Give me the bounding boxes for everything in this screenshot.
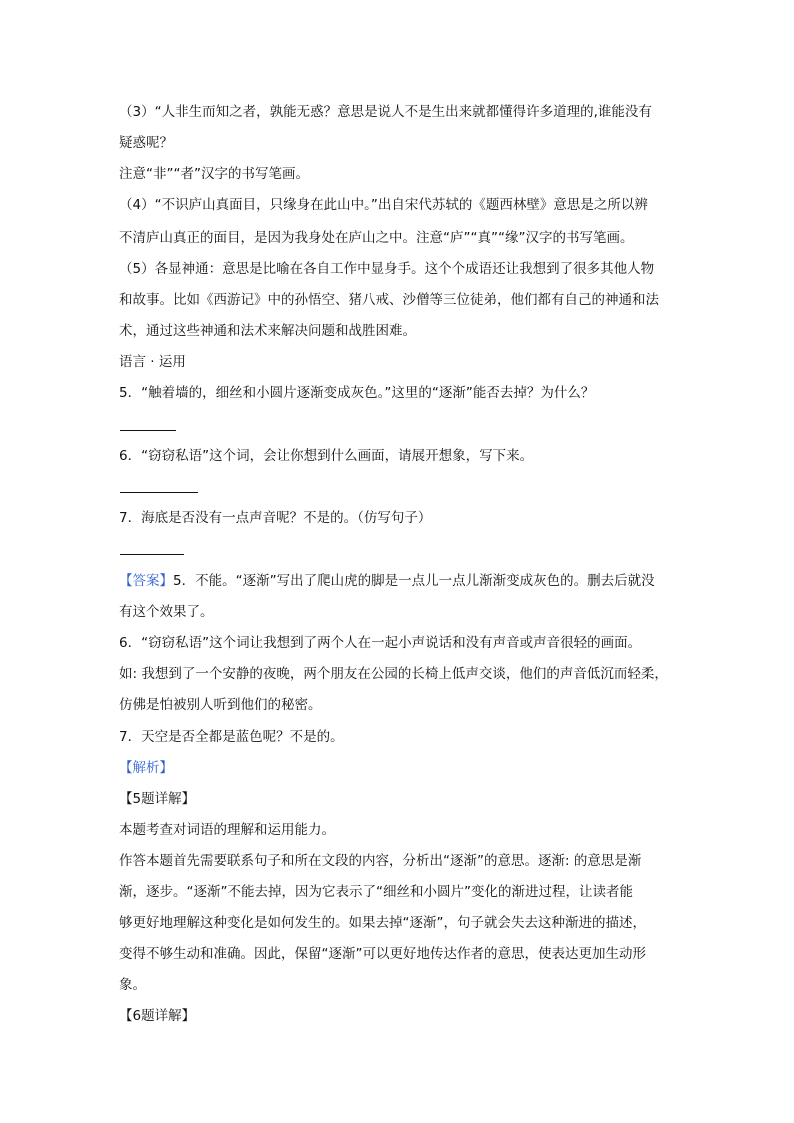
answer-blank-6 [120, 492, 198, 493]
paragraph-5-line-1: （5）各显神通：意思是比喻在各自工作中显身手。这个个成语还让我想到了很多其他人物 [119, 261, 655, 277]
question-7: 7．海底是否没有一点声音呢？不是的。（仿写句子） [119, 510, 432, 526]
answer-blank-7 [120, 554, 184, 555]
detail-5-heading: 【5题详解】 [119, 791, 196, 807]
question-6: 6．“窃窃私语”这个词，会让你想到什么画面，请展开想象，写下来。 [119, 448, 534, 464]
answer-7: 7．天空是否全都是蓝色呢？不是的。 [119, 729, 344, 745]
detail-5-line-4: 够更好地理解这种变化是如何发生的。如果去掉“逐渐”，句子就会失去这种渐进的描述， [119, 915, 646, 931]
detail-5-line-3: 渐，逐步。“逐渐”不能去掉，因为它表示了“细丝和小圆片”变化的渐进过程，让读者能 [119, 884, 633, 900]
paragraph-3-line-2: 疑惑呢？ [119, 135, 173, 151]
detail-5-line-6: 象。 [119, 977, 146, 993]
detail-5-line-1: 本题考查对词语的理解和运用能力。 [119, 822, 335, 838]
answer-5-line-1 [119, 571, 679, 591]
answer-blank-5 [120, 430, 176, 431]
paragraph-3-line-1: （3）“人非生而知之者，孰能无惑？意思是说人不是生出来就都懂得许多道理的,谁能没有 [119, 104, 652, 120]
section-heading: 语言 · 运用 [119, 354, 186, 370]
question-5: 5．“触着墙的，细丝和小圆片逐渐变成灰色。”这里的“逐渐”能否去掉？为什么？ [119, 385, 595, 401]
answer-6-line-2: 如: 我想到了一个安静的夜晚，两个朋友在公园的长椅上低声交谈，他们的声音低沉而轻柔， [119, 666, 668, 682]
paragraph-5-line-3: 术，通过这些神通和法术来解决问题和战胜困难。 [119, 323, 416, 339]
detail-5-line-5: 变得不够生动和准确。因此，保留“逐渐”可以更好地传达作者的意思，使表达更加生动形 [119, 946, 646, 962]
answer-5-line-2: 有这个效果了。 [119, 604, 214, 620]
answer-6-line-1: 6．“窃窃私语”这个词让我想到了两个人在一起小声说话和没有声音或声音很轻的画面。 [119, 635, 642, 651]
detail-5-line-2: 作答本题首先需要联系句子和所在文段的内容，分析出“逐渐”的意思。逐渐: 的意思是渐 [119, 853, 642, 869]
answer-6-line-3: 仿佛是怕被别人听到他们的秘密。 [119, 697, 322, 713]
paragraph-4-line-1: （4）“不识庐山真面目，只缘身在此山中。”出自宋代苏轼的《题西林壁》意思是之所以辨 [119, 197, 648, 213]
answer-5-text: 5．不能。“逐渐”写出了爬山虎的脚是一点儿一点儿渐渐变成灰色的。删去后就没 [173, 573, 655, 589]
detail-6-heading: 【6题详解】 [119, 1008, 196, 1024]
answer-tag: 【答案】 [119, 573, 173, 589]
paragraph-5-line-2: 和故事。比如《西游记》中的孙悟空、猪八戒、沙僧等三位徒弟，他们都有自己的神通和法 [119, 292, 659, 308]
paragraph-3-line-3: 注意“非”“者”汉字的书写笔画。 [119, 166, 309, 182]
paragraph-4-line-2: 不清庐山真正的面目，是因为我身处在庐山之中。注意“庐”“真”“缘”汉字的书写笔画。 [119, 230, 634, 246]
analysis-tag: 【解析】 [119, 760, 173, 776]
